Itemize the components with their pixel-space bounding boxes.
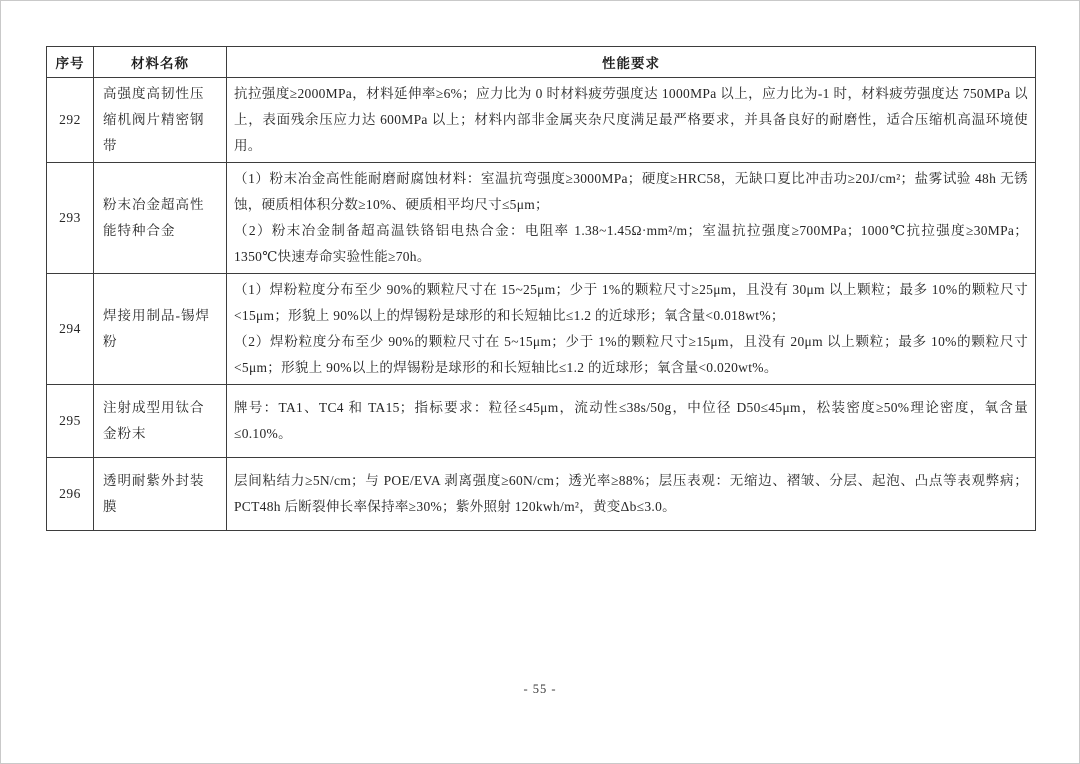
table-header-row [47, 47, 1036, 78]
table-row [47, 78, 1036, 163]
requirement-text: （1）焊粉粒度分布至少 90%的颗粒尺寸在 15~25μm；少于 1%的颗粒尺寸≥25μm，且没有 30μm 以上颗粒；最多 10%的颗粒尺寸<15μm；形貌上 90%以上的焊锡粉是球形的和长短轴比≤1.2 的近球形；氧含量<0.018wt%； [234, 282, 1028, 323]
material-name: 粉末冶金超高性能特种合金 [94, 163, 227, 274]
requirement-text: （1）粉末冶金高性能耐磨耐腐蚀材料：室温抗弯强度≥3000MPa；硬度≥HRC58，无缺口夏比冲击功≥20J/cm²；盐雾试验 48h 无锈蚀，硬质相体积分数≥10%、硬质相平均尺寸≤5μm； [234, 171, 1028, 212]
requirement-cell [227, 385, 1036, 458]
requirement-text: 牌号：TA1、TC4 和 TA15；指标要求：粒径≤45μm，流动性≤38s/50g，中位径 D50≤45μm，松装密度≥50%理论密度，氧含量≤0.10%。 [234, 400, 1028, 441]
requirement-text: 抗拉强度≥2000MPa，材料延伸率≥6%；应力比为 0 时材料疲劳强度达 1000MPa 以上，应力比为-1 时，材料疲劳强度达 750MPa 以上，表面残余压应力达 600MPa 以上；材料内部非金属夹杂尺度满足最严格要求，并具备良好的耐磨性，适合压缩机高温环境使用。 [234, 86, 1028, 153]
materials-table [46, 46, 1036, 531]
row-no: 295 [47, 385, 94, 458]
table-row [47, 274, 1036, 385]
material-name: 焊接用制品-锡焊粉 [94, 274, 227, 385]
col-header-no: 序号 [47, 47, 94, 78]
requirement-cell [227, 274, 1036, 385]
material-name: 高强度高韧性压缩机阀片精密钢带 [94, 78, 227, 163]
row-no: 293 [47, 163, 94, 274]
requirement-cell [227, 78, 1036, 163]
table-row [47, 385, 1036, 458]
row-no: 292 [47, 78, 94, 163]
row-no: 294 [47, 274, 94, 385]
page-number: - 55 - [523, 682, 557, 696]
col-header-material-name: 材料名称 [94, 47, 227, 78]
table-row [47, 163, 1036, 274]
requirement-cell [227, 458, 1036, 531]
requirement-text: （2）焊粉粒度分布至少 90%的颗粒尺寸在 5~15μm；少于 1%的颗粒尺寸≥15μm，且没有 20μm 以上颗粒；最多 10%的颗粒尺寸<5μm；形貌上 90%以上的焊锡粉是球形的和长短轴比≤1.2 的近球形；氧含量<0.020wt%。 [234, 334, 1028, 375]
material-name: 注射成型用钛合金粉末 [94, 385, 227, 458]
table-row [47, 458, 1036, 531]
requirement-text: 层间粘结力≥5N/cm；与 POE/EVA 剥离强度≥60N/cm；透光率≥88%；层压表观：无缩边、褶皱、分层、起泡、凸点等表观弊病；PCT48h 后断裂伸长率保持率≥30%；紫外照射 120kwh/m²，黄变Δb≤3.0。 [234, 473, 1028, 514]
material-name: 透明耐紫外封装膜 [94, 458, 227, 531]
row-no: 296 [47, 458, 94, 531]
col-header-requirements: 性能要求 [227, 47, 1036, 78]
requirement-cell [227, 163, 1036, 274]
requirement-text: （2）粉末冶金制备超高温铁铬铝电热合金：电阻率 1.38~1.45Ω·mm²/m；室温抗拉强度≥700MPa；1000℃抗拉强度≥30MPa；1350℃快速寿命实验性能≥70h。 [234, 223, 1028, 264]
